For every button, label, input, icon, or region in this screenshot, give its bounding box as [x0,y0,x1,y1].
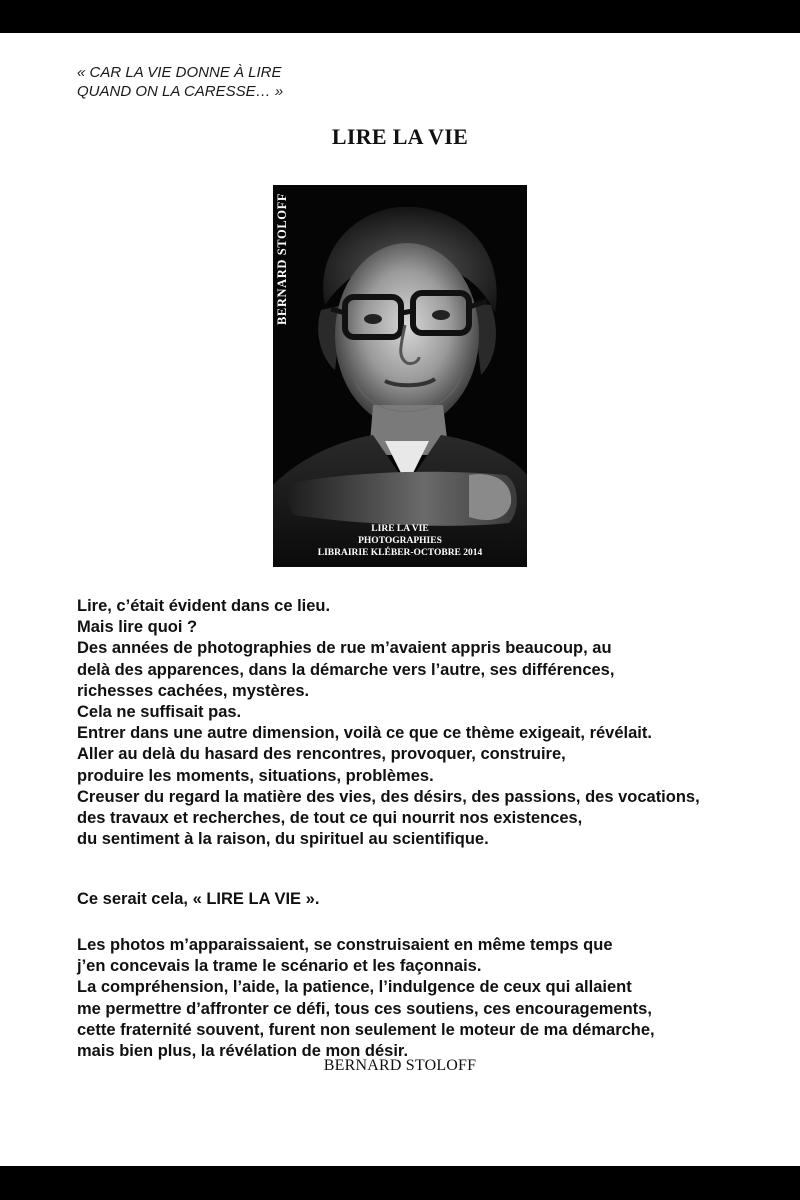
portrait-photo [273,185,527,567]
text-line: Des années de photographies de rue m’avaient appris beaucoup, au [77,639,612,658]
cover-caption [273,523,527,559]
text-line: Ce serait cela, « LIRE LA VIE ». [77,890,320,908]
text-line: du sentiment à la raison, du spirituel au scientifique. [77,830,489,849]
text-line: richesses cachées, mystères. [77,681,310,700]
body-paragraph-1 [77,596,777,850]
text-line: Cela ne suffisait pas. [77,703,242,722]
document-page [0,33,800,1166]
epigraph-line: QUAND ON LA CARESSE… » [77,83,284,100]
body-paragraph-2 [77,889,777,910]
text-line: mais bien plus, la révélation de mon désir. [77,1042,409,1061]
text-line: Aller au delà du hasard des rencontres, provoquer, construire, [77,745,566,764]
book-cover [273,185,527,567]
text-line: j’en concevais la trame le scénario et les façonnais. [77,957,482,976]
text-line: delà des apparences, dans la démarche vers l’autre, ses différences, [77,660,615,679]
cover-author: BERNARD STOLOFF [275,193,289,326]
text-line: Entrer dans une autre dimension, voilà ce que ce thème exigeait, révélait. [77,724,652,743]
text-line: des travaux et recherches, de tout ce qui nourrit nos existences, [77,809,583,828]
cover-caption-line: LIRE LA VIE [371,524,429,534]
text-line: Mais lire quoi ? [77,618,198,637]
text-line: produire les moments, situations, problèmes. [77,766,434,785]
text-line: La compréhension, l’aide, la patience, l’indulgence de ceux qui allaient [77,978,632,997]
text-line: Lire, c’était évident dans ce lieu. [77,597,331,615]
cover-caption-line: PHOTOGRAPHIES [358,536,442,546]
text-line: me permettre d’affronter ce défi, tous ces soutiens, ces encouragements, [77,999,652,1018]
cover-caption-line: LIBRAIRIE KLÉBER-OCTOBRE 2014 [317,548,483,558]
author-signature: BERNARD STOLOFF [323,1057,477,1074]
body-paragraph-3 [77,935,777,1062]
text-line: cette fraternité souvent, furent non seulement le moteur de ma démarche, [77,1020,655,1039]
page-title: LIRE LA VIE [331,124,469,149]
text-line: Creuser du regard la matière des vies, des désirs, des passions, des vocations, [77,787,700,806]
epigraph-line: « CAR LA VIE DONNE À LIRE [77,64,282,81]
epigraph [77,63,283,101]
text-line: Les photos m’apparaissaient, se construisaient en même temps que [77,936,613,954]
